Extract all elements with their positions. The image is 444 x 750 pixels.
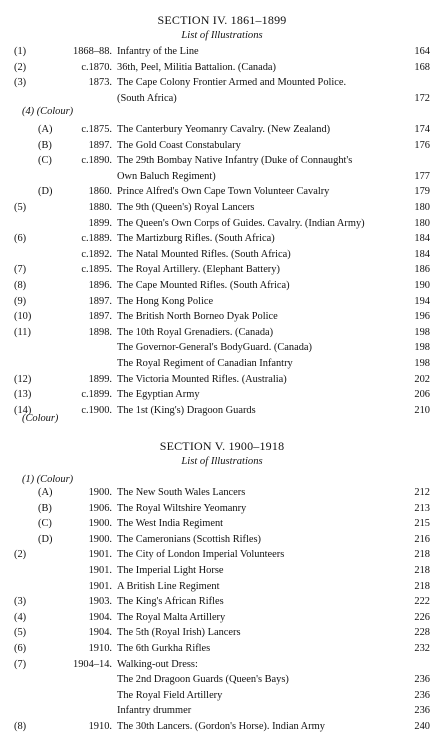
list-item (0, 566, 444, 579)
item-date: 1904–14. (73, 658, 112, 670)
section-4-subheading: List of Illustrations (181, 30, 263, 41)
item-page-number: 177 (414, 170, 430, 182)
item-title: The 2nd Dragoon Guards (Queen's Bays) (117, 674, 289, 686)
item-title: The 1st (King's) Dragoon Guards (117, 404, 256, 416)
item-sub-letter: (B) (38, 139, 52, 151)
list-item (0, 63, 444, 76)
item-page-number: 176 (414, 139, 430, 151)
item-title: Own Baluch Regiment) (117, 170, 216, 182)
item-sub-letter: (C) (38, 155, 52, 167)
item-page-number: 228 (414, 627, 430, 639)
list-item (0, 265, 444, 278)
leader-dots (300, 250, 395, 260)
item-number: (5) (14, 202, 27, 213)
item-number: (5) (14, 627, 27, 639)
leader-dots (300, 125, 395, 135)
list-item (0, 550, 444, 563)
leader-dots (300, 488, 395, 498)
list-item (0, 644, 444, 657)
item-sub-letter: (D) (38, 186, 53, 198)
list-item (0, 535, 444, 548)
item-title: The Cameronians (Scottish Rifles) (117, 533, 261, 545)
item-date: c.1899. (81, 389, 112, 401)
list-item (0, 172, 444, 185)
item-page-number: 218 (414, 565, 430, 576)
item-page-number: 232 (414, 643, 430, 654)
list-item (0, 141, 444, 154)
item-page-number: 236 (414, 689, 430, 701)
item-title: The Martizburg Rifles. (South Africa) (117, 233, 275, 245)
item-title: Infantry drummer (117, 705, 192, 717)
item-number: (9) (14, 295, 27, 307)
section-5-subheading: List of Illustrations (181, 456, 263, 467)
item-page-number: 206 (414, 389, 430, 401)
item-date: 1900. (88, 487, 112, 498)
list-item (0, 47, 444, 60)
item-title: The 30th Lancers. (Gordon's Horse). Indian Army (117, 721, 325, 732)
list-item (0, 691, 444, 704)
item-number: (6) (14, 643, 27, 654)
leader-dots (300, 47, 395, 57)
item-date: 1860. (88, 186, 112, 198)
item-title: The Governor-General's BodyGuard. (Canada) (117, 342, 312, 354)
item-date: 1904. (88, 627, 112, 639)
item-number: (13) (14, 389, 32, 401)
item-date: c.1889. (81, 233, 112, 245)
section-4-heading: SECTION IV. 1861–1899 (157, 13, 287, 27)
item-page-number: 174 (414, 124, 430, 135)
item-page-number: 218 (414, 549, 430, 561)
item-date: 1901. (88, 580, 112, 592)
item-page-number: 186 (414, 264, 430, 276)
leader-dots (300, 691, 395, 701)
item-title: The 10th Royal Grenadiers. (Canada) (117, 326, 274, 338)
item-date: 1896. (88, 280, 112, 291)
item-title: Walking-out Dress: (117, 658, 198, 670)
leader-dots (300, 281, 395, 291)
item-title: The Hong Kong Police (117, 295, 214, 307)
item-date: 1901. (88, 549, 112, 561)
item-date: 1900. (88, 533, 112, 545)
list-item (0, 582, 444, 595)
item-title: The 5th (Royal Irish) Lancers (117, 627, 241, 639)
item-date: 1900. (88, 518, 112, 530)
item-title: The City of London Imperial Volunteers (117, 549, 285, 561)
list-item (0, 94, 444, 107)
item-page-number: 184 (414, 248, 430, 260)
item-date: 1904. (88, 611, 112, 623)
item-page-number: 226 (414, 611, 430, 623)
list-item (0, 281, 444, 294)
item-date: 1906. (88, 502, 112, 514)
item-date: 1910. (88, 643, 112, 654)
item-title: The Natal Mounted Rifles. (South Africa) (117, 248, 291, 260)
leader-dots (300, 535, 395, 545)
leader-dots (300, 219, 395, 229)
item-page-number: 180 (414, 217, 430, 229)
leader-dots (300, 203, 395, 213)
item-title: The New South Wales Lancers (117, 487, 246, 498)
item-title: The Royal Regiment of Canadian Infantry (117, 358, 293, 369)
item-number: (2) (14, 549, 27, 561)
item-page-number: 215 (414, 518, 430, 530)
leader-dots (300, 613, 395, 623)
item-date: 1898. (88, 326, 112, 338)
leader-dots (300, 94, 395, 104)
section-5-colour-note: (1) (Colour) (22, 474, 74, 485)
leader-dots (300, 644, 395, 654)
item-title: Infantry of the Line (117, 46, 199, 57)
item-title: The Egyptian Army (117, 389, 200, 401)
item-page-number: 240 (414, 721, 430, 732)
item-date: 1873. (88, 77, 112, 89)
item-date: c.1900. (81, 404, 112, 416)
item-number: (2) (14, 61, 27, 73)
item-page-number: 194 (414, 295, 430, 307)
list-item (0, 250, 444, 263)
item-page-number: 180 (414, 202, 430, 213)
leader-dots (300, 375, 395, 385)
item-page-number: 198 (414, 358, 430, 369)
item-title: The Royal Field Artillery (117, 689, 223, 701)
leader-dots (300, 63, 395, 73)
list-item (0, 125, 444, 138)
list-item (0, 504, 444, 517)
item-number: (10) (14, 311, 32, 323)
item-title: The West India Regiment (117, 518, 224, 530)
leader-dots (300, 172, 395, 182)
item-sub-letter: (A) (38, 487, 53, 498)
item-number: (7) (14, 658, 27, 670)
item-page-number: 190 (414, 280, 430, 291)
leader-dots (300, 234, 395, 244)
item-number: (1) (14, 46, 27, 57)
item-page-number: 172 (414, 92, 430, 104)
list-item (0, 660, 444, 673)
item-title: The Cape Mounted Rifles. (South Africa) (117, 280, 290, 291)
item-date: 1899. (88, 373, 112, 385)
item-number: (12) (14, 373, 32, 385)
list-item (0, 390, 444, 403)
item-date: 1880. (88, 202, 112, 213)
leader-dots (300, 359, 395, 369)
leader-dots (300, 390, 395, 400)
list-item (0, 675, 444, 688)
item-number: (4) (14, 611, 27, 623)
item-page-number: 198 (414, 342, 430, 354)
list-item (0, 156, 444, 169)
item-title: The 29th Bombay Native Infantry (Duke of Connaught's (117, 155, 353, 167)
list-item (0, 187, 444, 200)
list-item (0, 613, 444, 626)
item-page-number: 213 (414, 502, 430, 514)
item-date: c.1870. (81, 61, 112, 73)
item-page-number: 196 (414, 311, 430, 323)
item-title: The Imperial Light Horse (117, 565, 224, 576)
leader-dots (300, 675, 395, 685)
leader-dots (300, 706, 395, 716)
item-sub-letter: (B) (38, 502, 52, 514)
item-date: c.1895. (81, 264, 112, 276)
item-page-number: 198 (414, 326, 430, 338)
list-item (0, 359, 444, 372)
leader-dots (300, 312, 395, 322)
item-page-number: 168 (414, 61, 430, 73)
item-date: 1897. (88, 139, 112, 151)
item-title: The British North Borneo Dyak Police (117, 311, 278, 323)
item-number: (7) (14, 264, 27, 276)
item-date: c.1890. (81, 155, 112, 167)
list-item (0, 78, 444, 91)
item-page-number: 202 (414, 373, 430, 385)
item-title: The Gold Coast Constabulary (117, 139, 241, 151)
item-number: (6) (14, 233, 27, 245)
item-date: 1903. (88, 596, 112, 608)
list-item (0, 234, 444, 247)
list-item (0, 375, 444, 388)
item-title: (South Africa) (117, 92, 177, 104)
item-page-number: 212 (414, 487, 430, 498)
item-number: (8) (14, 280, 27, 291)
item-title: The Queen's Own Corps of Guides. Cavalry. (Indian Army) (117, 217, 365, 229)
list-item (0, 406, 444, 419)
list-item (0, 519, 444, 532)
item-page-number: 236 (414, 674, 430, 686)
item-number: (3) (14, 77, 27, 89)
item-date: c.1875. (81, 124, 112, 135)
item-page-number: 164 (414, 46, 430, 57)
leader-dots (300, 328, 395, 338)
item-title: The Victoria Mounted Rifles. (Australia) (117, 373, 287, 385)
item-page-number: 179 (414, 186, 430, 198)
list-item (0, 597, 444, 610)
item-title: The Canterbury Yeomanry Cavalry. (New Zealand) (117, 124, 331, 135)
leader-dots (300, 297, 395, 307)
leader-dots (300, 582, 395, 592)
leader-dots (300, 722, 395, 732)
item-number: (8) (14, 721, 27, 732)
list-item (0, 328, 444, 341)
leader-dots (300, 141, 395, 151)
item-date: c.1892. (81, 248, 112, 260)
item-number: (14) (14, 404, 32, 416)
item-page-number: 236 (414, 705, 430, 717)
list-item (0, 488, 444, 501)
item-title: Prince Alfred's Own Cape Town Volunteer Cavalry (117, 186, 330, 198)
leader-dots (300, 265, 395, 275)
item-title: The Royal Wiltshire Yeomanry (117, 502, 247, 514)
item-page-number: 222 (414, 596, 430, 608)
item-title: The King's African Rifles (117, 596, 224, 608)
leader-dots (300, 597, 395, 607)
item-sub-letter: (A) (38, 124, 53, 135)
item-title: The Royal Malta Artillery (117, 611, 226, 623)
item-number: (11) (14, 326, 31, 338)
list-item (0, 628, 444, 641)
item-title: 36th, Peel, Militia Battalion. (Canada) (117, 61, 277, 73)
item-title: The Royal Artillery. (Elephant Battery) (117, 264, 280, 276)
list-item (0, 722, 444, 735)
item-title: The Cape Colony Frontier Armed and Mounted Police. (117, 77, 347, 89)
leader-dots (300, 519, 395, 529)
item-date: 1897. (88, 295, 112, 307)
item-title: A British Line Regiment (117, 580, 220, 592)
section-4-colour-note: (4) (Colour) (22, 106, 74, 117)
leader-dots (300, 628, 395, 638)
leader-dots (300, 343, 395, 353)
leader-dots (300, 566, 395, 576)
leader-dots (300, 504, 395, 514)
section-5-heading: SECTION V. 1900–1918 (159, 439, 285, 453)
item-date: 1899. (88, 217, 112, 229)
list-item (0, 203, 444, 216)
item-page-number: 210 (414, 404, 430, 416)
leader-dots (300, 406, 395, 416)
item-title: The 9th (Queen's) Royal Lancers (117, 202, 255, 213)
item-sub-letter: (C) (38, 518, 52, 530)
item-page-number: 216 (414, 533, 430, 545)
list-item (0, 706, 444, 719)
list-item (0, 297, 444, 310)
item-title: The 6th Gurkha Rifles (117, 643, 211, 654)
item-date: 1897. (88, 311, 112, 323)
list-item (0, 312, 444, 325)
item-date: 1868–88. (73, 46, 112, 57)
leader-dots (300, 550, 395, 560)
leader-dots (300, 187, 395, 197)
list-item (0, 343, 444, 356)
item-page-number: 184 (414, 233, 430, 245)
item-sub-letter: (D) (38, 533, 53, 545)
section-4-colour-note-bottom: (Colour) (22, 413, 59, 424)
item-page-number: 218 (414, 580, 430, 592)
item-date: 1901. (88, 565, 112, 576)
item-number: (3) (14, 596, 27, 608)
list-item (0, 219, 444, 232)
item-date: 1910. (88, 721, 112, 732)
